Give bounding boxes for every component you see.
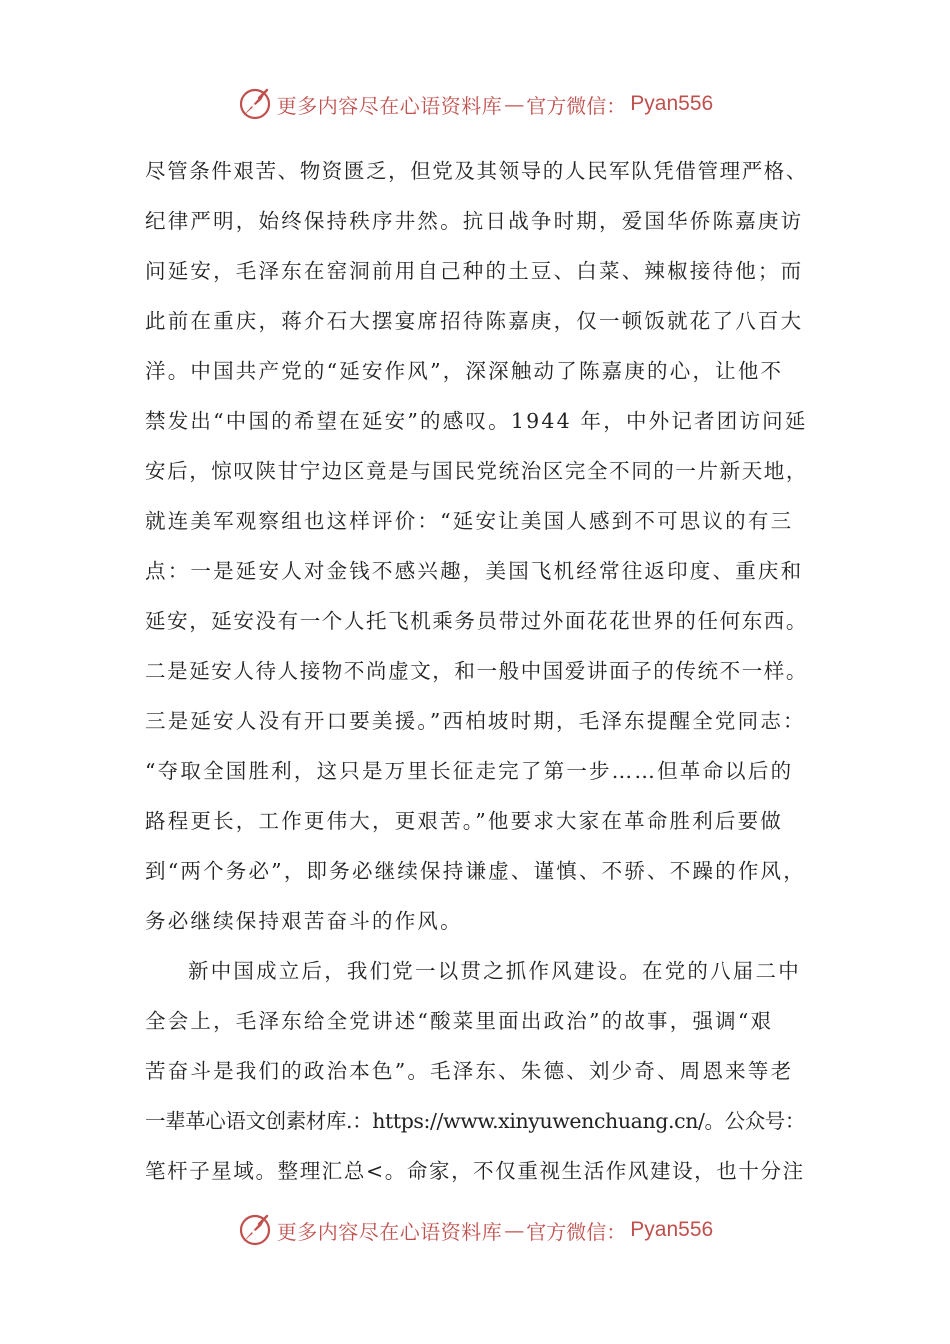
text-line: 洋。中国共产党的“延安作风”，深深触动了陈嘉庚的心，让他不 xyxy=(145,359,784,383)
pen-nib-logo-icon xyxy=(237,86,273,122)
text-line: 安后，惊叹陕甘宁边区竟是与国民党统治区完全不同的一片新天地， xyxy=(145,459,808,483)
text-line: 问延安，毛泽东在窑洞前用自己种的土豆、白菜、辣椒接待他；而 xyxy=(145,259,804,283)
banner-separator: — xyxy=(504,1218,525,1242)
paragraph xyxy=(145,146,809,946)
text-line: 就连美军观察组也这样评价：“延安让美国人感到不可思议的有三 xyxy=(145,509,794,533)
text-line: 苦奋斗是我们的政治本色”。毛泽东、朱德、刘少奇、周恩来等老 xyxy=(145,1059,794,1083)
text-line: 禁发出“中国的希望在延安”的感叹。1944 年，中外记者团访问延 xyxy=(145,409,808,433)
text-line: “夺取全国胜利，这只是万里长征走完了第一步……但革命以后的 xyxy=(145,759,794,783)
banner-wechat-label: 官方微信： xyxy=(526,93,627,118)
text-line: 纪律严明，始终保持秩序井然。抗日战争时期，爱国华侨陈嘉庚访 xyxy=(145,209,804,233)
banner-wechat-id: Pyan556 xyxy=(630,92,714,115)
text-line: 务必继续保持艰苦奋斗的作风。 xyxy=(145,909,463,933)
text-line: 到“两个务必”，即务必继续保持谦虚、谨慎、不骄、不躁的作风， xyxy=(145,859,806,883)
pen-nib-logo-icon xyxy=(237,1212,273,1248)
text-line: 路程更长，工作更伟大，更艰苦。”他要求大家在革命胜利后要做 xyxy=(145,809,784,833)
text-line: 点：一是延安人对金钱不感兴趣，美国飞机经常往返印度、重庆和 xyxy=(145,559,804,583)
text-line: 尽管条件艰苦、物资匮乏，但党及其领导的人民军队凭借管理严格、 xyxy=(145,159,808,183)
banner-wechat-id: Pyan556 xyxy=(630,1218,714,1241)
banner-wechat-label: 官方微信： xyxy=(526,1219,627,1244)
paragraph xyxy=(145,946,809,1196)
article-body xyxy=(145,146,809,1196)
footer-banner xyxy=(0,1210,950,1250)
banner-title: 更多内容尽在心语资料库 xyxy=(276,93,503,118)
text-line: 此前在重庆，蒋介石大摆宴席招待陈嘉庚，仅一顿饭就花了八百大 xyxy=(145,309,804,333)
text-line: 笔杆子星域。整理汇总<。命家，不仅重视生活作风建设，也十分注 xyxy=(145,1159,805,1183)
banner-title: 更多内容尽在心语资料库 xyxy=(276,1219,503,1244)
text-line: 全会上，毛泽东给全党讲述“酸菜里面出政治”的故事，强调“艰 xyxy=(145,1009,774,1033)
header-banner xyxy=(0,84,950,124)
text-line: 一辈革心语文创素材库.：https://www.xinyuwenchuang.cn/。公众号： xyxy=(145,1109,806,1133)
banner-separator: — xyxy=(504,92,525,116)
text-line: 延安，延安没有一个人托飞机乘务员带过外面花花世界的任何东西。 xyxy=(145,609,808,633)
text-line: 二是延安人待人接物不尚虚文，和一般中国爱讲面子的传统不一样。 xyxy=(145,659,808,683)
text-line: 新中国成立后，我们党一以贯之抓作风建设。在党的八届二中 xyxy=(188,959,801,983)
text-line: 三是延安人没有开口要美援。”西柏坡时期，毛泽东提醒全党同志： xyxy=(145,709,806,733)
